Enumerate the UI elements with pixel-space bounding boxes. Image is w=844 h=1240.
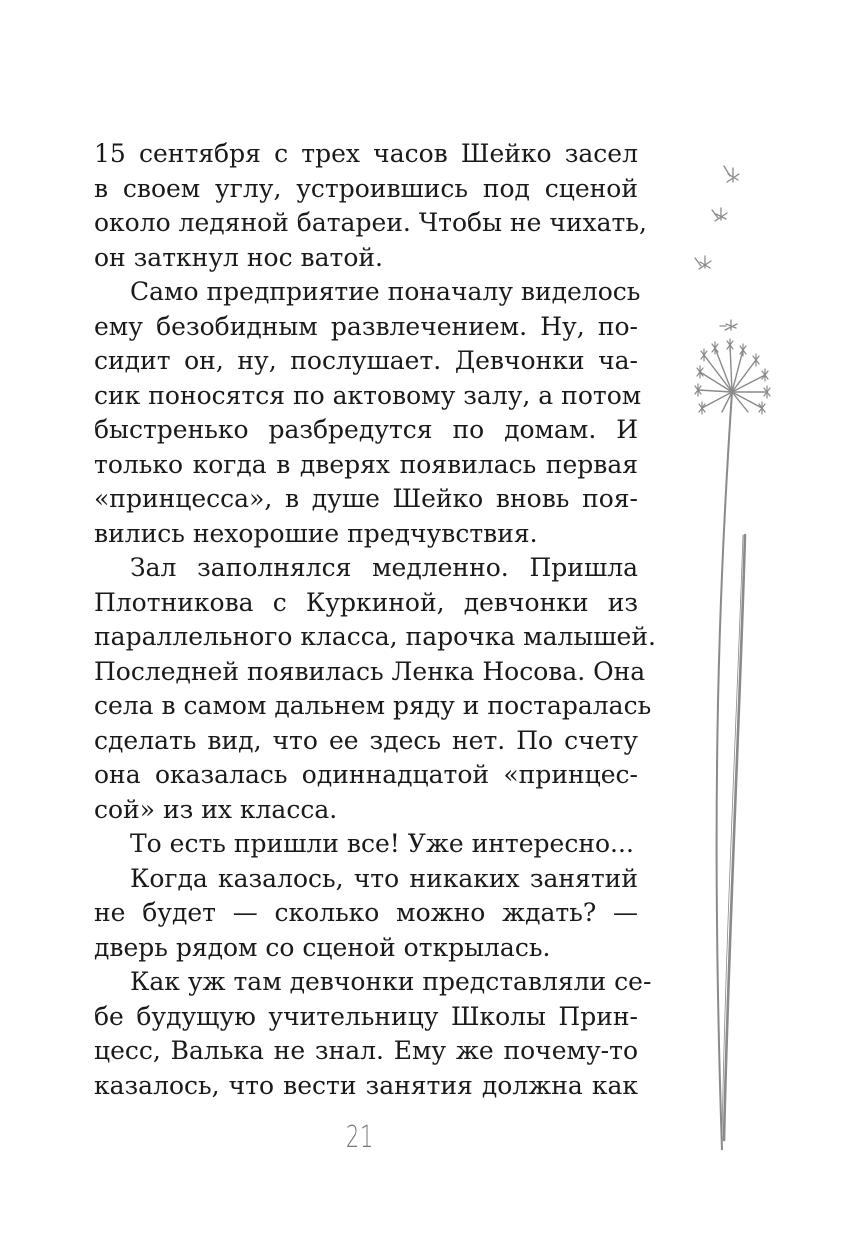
body-text xyxy=(94,137,656,1103)
text-line: он заткнул нос ватой. xyxy=(94,242,383,272)
dandelion-illustration xyxy=(680,150,790,1150)
text-line: около ледяной батареи. Чтобы не чихать, xyxy=(94,208,647,237)
text-line: в своем углу, устроившись под сценой xyxy=(94,173,638,203)
text-line: села в самом дальнем ряду и постаралась xyxy=(94,691,652,720)
text-line: не будет — сколько можно ждать? — xyxy=(94,898,638,927)
text-line: казалось, что вести занятия должна как xyxy=(94,1070,638,1100)
text-line: 15 сентября с трех часов Шейко засел xyxy=(94,139,638,168)
grass-blade-icon xyxy=(724,535,745,1140)
text-line: сделать вид, что ее здесь нет. По счету xyxy=(94,725,638,755)
text-line: Последней появилась Ленка Носова. Она xyxy=(94,656,646,686)
text-line: Само предприятие поначалу виделось xyxy=(130,277,641,306)
page-number: 21 xyxy=(345,1120,375,1155)
text-line: То есть пришли все! Уже интересно... xyxy=(130,829,634,858)
text-line: Как уж там девчонки представляли се- xyxy=(130,967,652,996)
text-line: сидит он, ну, послушает. Девчонки ча- xyxy=(94,346,638,375)
text-line: ему безобидным развлечением. Ну, по- xyxy=(94,311,638,341)
text-line: «принцесса», в душе Шейко вновь поя- xyxy=(94,484,638,513)
text-line: сой» из их класса. xyxy=(94,794,338,824)
text-line: быстренько разбредутся по домам. И xyxy=(94,415,638,444)
text-line: дверь рядом со сценой открылась. xyxy=(94,932,551,962)
text-line: вились нехорошие предчувствия. xyxy=(94,518,538,548)
text-line: бе будущую учительницу Школы Прин- xyxy=(94,1001,638,1031)
flying-seeds-icon xyxy=(695,166,739,330)
text-line: Плотникова с Куркиной, девчонки из xyxy=(94,587,638,617)
seed-head-icon xyxy=(698,345,767,412)
text-line: параллельного класса, парочка малышей. xyxy=(94,622,656,651)
text-line: сик поносятся по актовому залу, а потом xyxy=(94,380,642,410)
text-line: Когда казалось, что никаких занятий xyxy=(130,863,638,893)
text-line: она оказалась одиннадцатой «принцес- xyxy=(94,760,638,789)
text-line: Зал заполнялся медленно. Пришла xyxy=(130,553,638,582)
text-line: цесс, Валька не знал. Ему же почему-то xyxy=(94,1036,638,1065)
text-line: только когда в дверях появилась первая xyxy=(94,449,638,479)
